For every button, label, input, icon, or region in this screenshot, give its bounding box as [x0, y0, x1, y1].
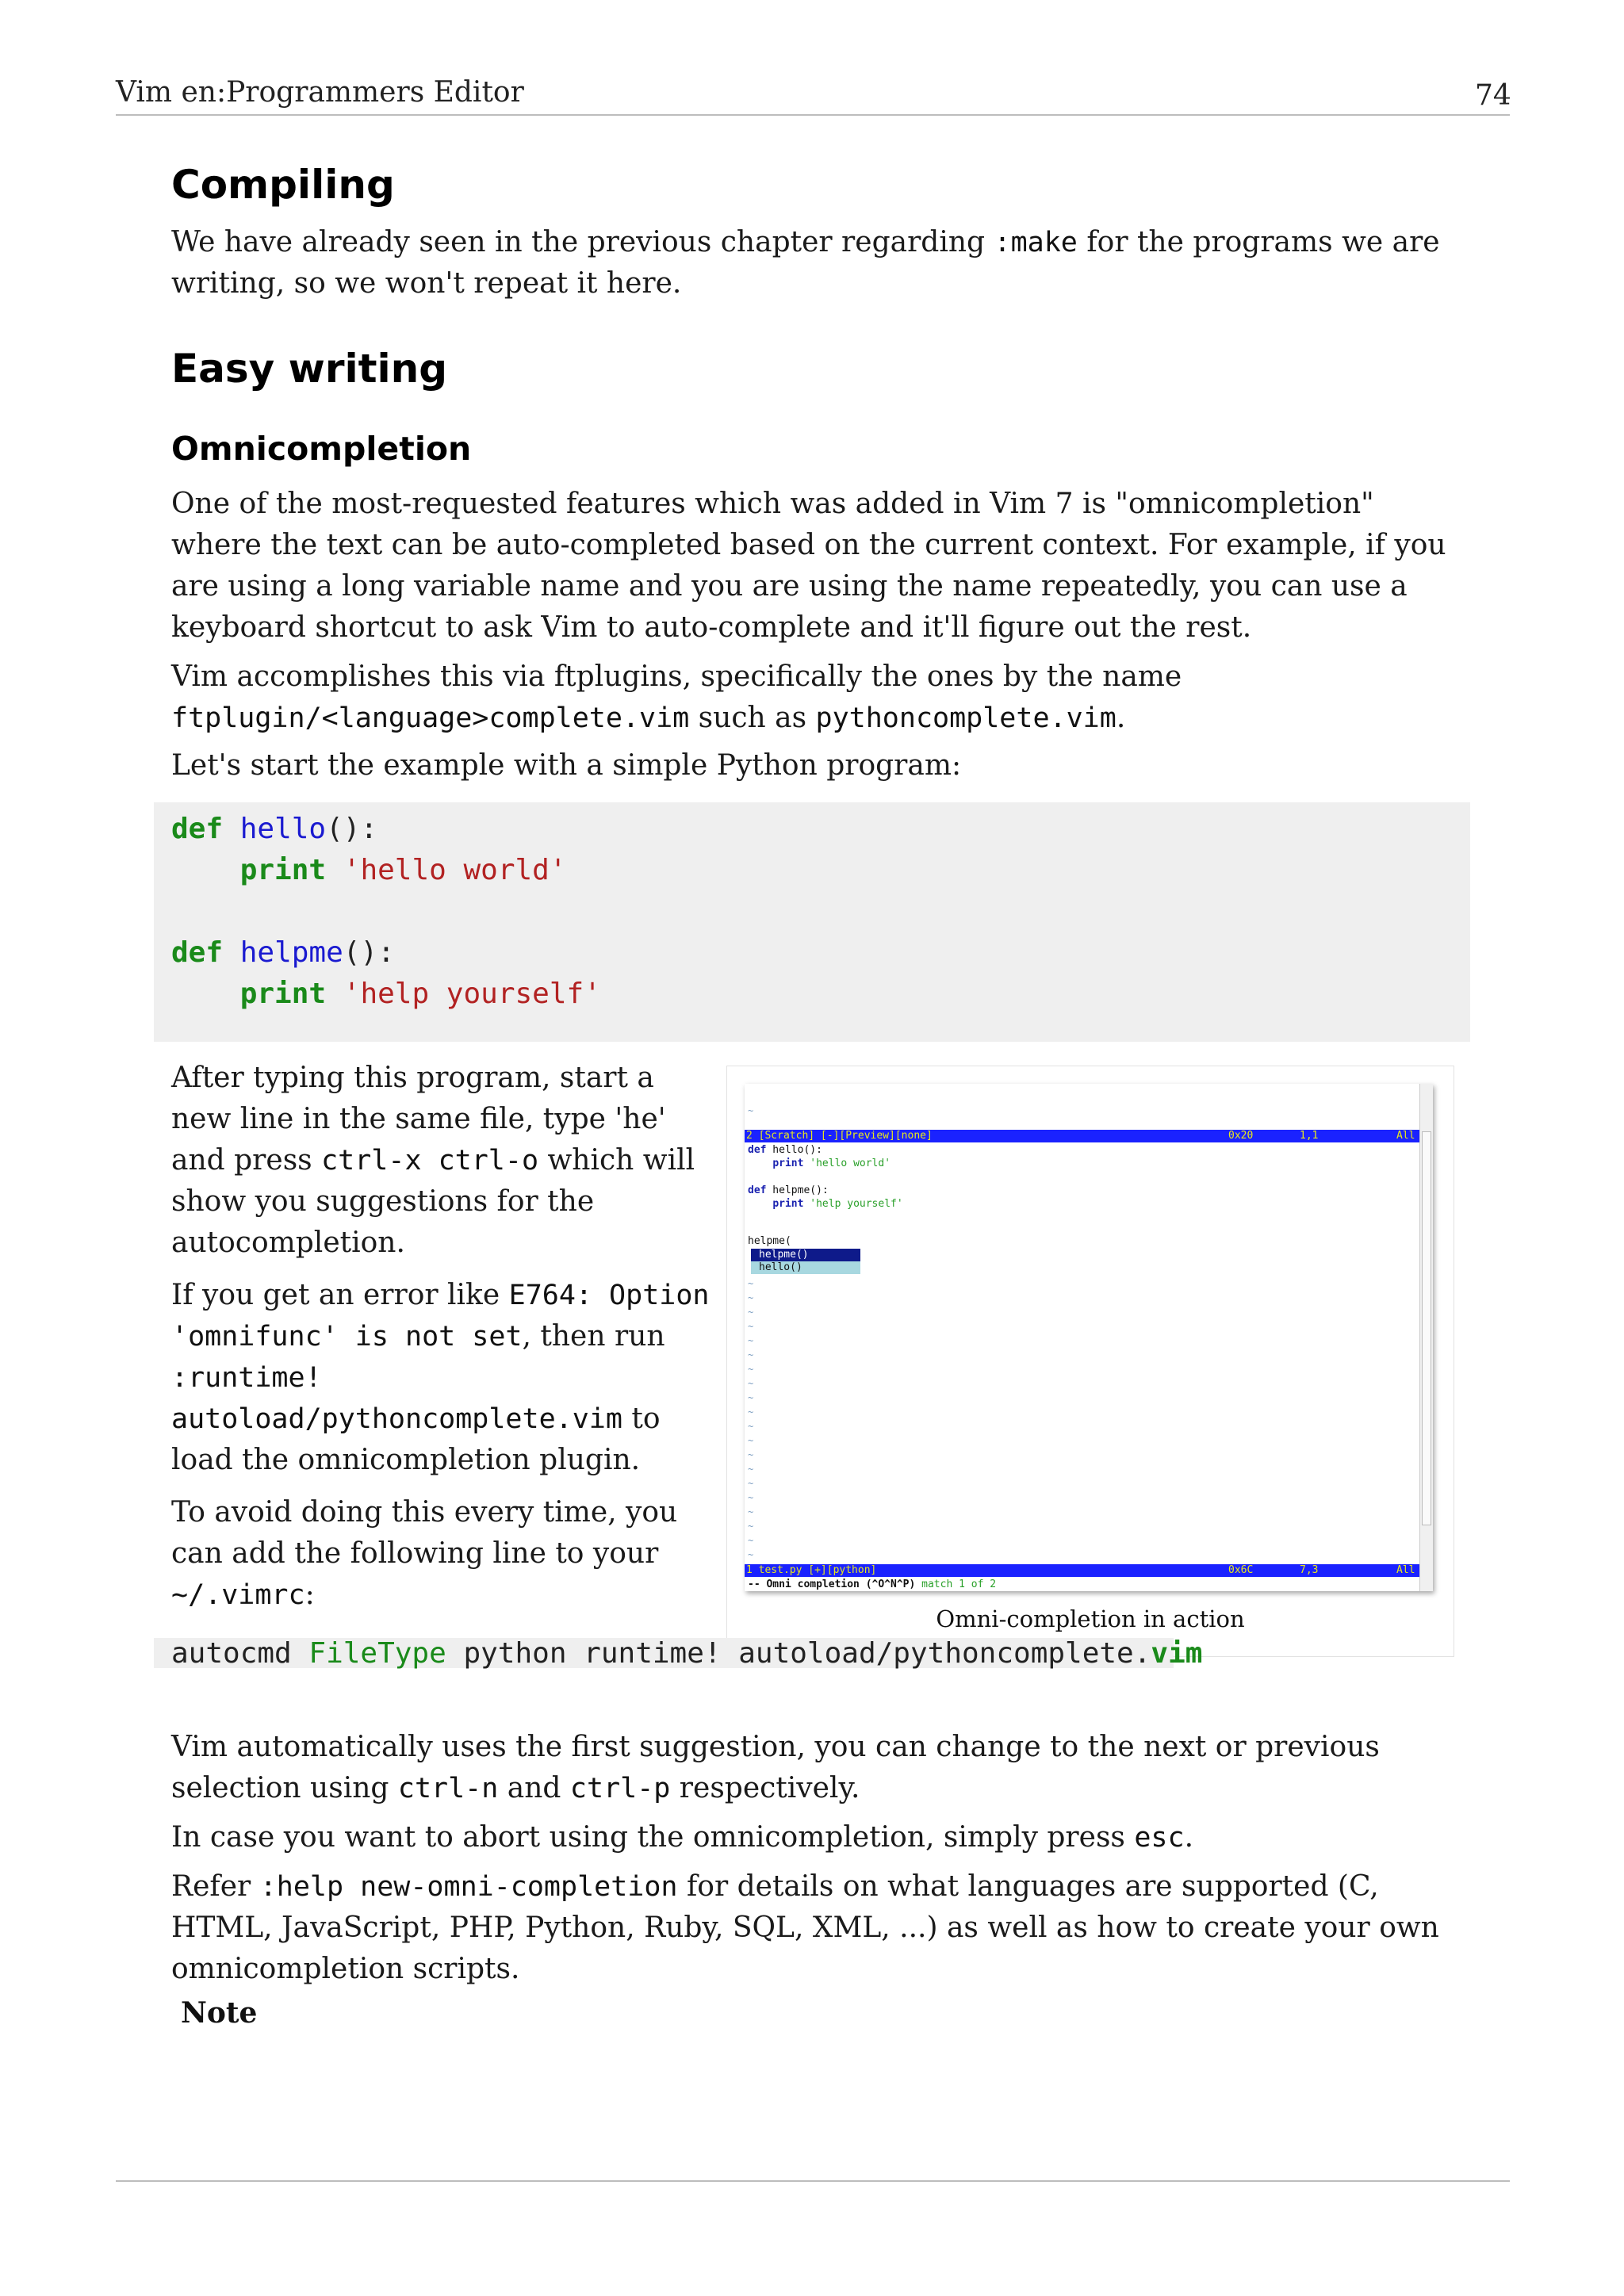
tilde-marker: ~ — [748, 1307, 754, 1318]
code-line: print 'hello world' — [239, 854, 567, 886]
tilde-marker: ~ — [748, 1521, 754, 1532]
paragraph-compiling: We have already seen in the previous chapter regarding :make for the programs we are writing, so we won't repeat it here. — [171, 226, 1440, 300]
vim-code-line: def hello(): — [748, 1144, 822, 1156]
vim-code-line: print 'help yourself' — [772, 1198, 903, 1210]
vim-status-bar-preview: 2 [Scratch] [-][Preview][none] 0x20 1,1 All — [745, 1130, 1420, 1142]
vim-code-line: print 'hello world' — [772, 1158, 891, 1169]
code-line: print 'help yourself' — [239, 978, 601, 1010]
page-number: 74 — [1475, 79, 1511, 112]
section-heading-easy-writing: Easy writing — [171, 346, 448, 392]
tilde-marker: ~ — [748, 1506, 754, 1517]
code-line: def hello(): — [171, 813, 378, 845]
paragraph-vimrc: To avoid doing this every time, you can add the following line to your ~/.vimrc: — [171, 1496, 678, 1611]
tilde-marker: ~ — [748, 1535, 754, 1546]
tilde-marker: ~ — [748, 1492, 754, 1503]
vim-code-line: def helpme(): — [748, 1184, 829, 1196]
vim-screenshot — [745, 1084, 1433, 1591]
paragraph-example-intro: Let's start the example with a simple Python program: — [171, 749, 962, 782]
paragraph-typing-instructions: After typing this program, start a new line in the same file, type 'he' and press ctrl-x ctrl-o which will show you suggestions for the autocompletion. — [171, 1062, 695, 1259]
tilde-marker: ~ — [748, 1335, 754, 1346]
vim-message-line: -- Omni completion (^O^N^P) match 1 of 2 — [748, 1578, 997, 1590]
inline-code-make: :make — [994, 227, 1078, 258]
subsection-heading-omnicompletion: Omnicompletion — [171, 430, 472, 468]
section-heading-compiling: Compiling — [171, 162, 395, 208]
vim-scrollbar[interactable] — [1419, 1084, 1433, 1591]
tilde-marker: ~ — [748, 1435, 754, 1446]
tilde-marker: ~ — [748, 1549, 754, 1560]
paragraph-omnifunc-error: If you get an error like E764: Option 'omnifunc' is not set, then run :runtime! autoload/pythoncomplete.vim to load the omnicompletion plugin. — [171, 1279, 710, 1476]
paragraph-abort: In case you want to abort using the omnicompletion, simply press esc. — [171, 1821, 1194, 1854]
completion-item-selected: helpme() — [751, 1249, 860, 1261]
figure-caption: Omni-completion in action — [936, 1605, 1245, 1632]
vimrc-code-line: autocmd FileType python runtime! autoload/pythoncomplete.vim — [154, 1638, 1174, 1668]
tilde-marker: ~ — [748, 1278, 754, 1289]
tilde-marker: ~ — [748, 1449, 754, 1460]
tilde-marker: ~ — [748, 1105, 754, 1116]
header-divider — [116, 114, 1510, 116]
note-label: Note — [181, 1996, 258, 2030]
tilde-marker: ~ — [748, 1378, 754, 1389]
tilde-marker: ~ — [748, 1349, 754, 1360]
tilde-marker: ~ — [748, 1406, 754, 1418]
paragraph-help-reference: Refer :help new-omni-completion for details on what languages are supported (C, HTML, JavaScript, PHP, Python, Ruby, SQL, XML, ...) as well as how to create your own omnicompletion scripts. — [171, 1870, 1439, 1985]
vim-status-bar-main: 1 test.py [+][python] 0x6C 7,3 All — [745, 1564, 1420, 1577]
paragraph-next-previous: Vim automatically uses the first suggestion, you can change to the next or previous selection using ctrl-n and ctrl-p respectively. — [171, 1731, 1380, 1804]
paragraph-ftplugins: Vim accomplishes this via ftplugins, specifically the ones by the name ftplugin/<language>complete.vim such as pythoncomplete.vim. — [171, 660, 1182, 734]
vim-typed-line: helpme( — [748, 1235, 791, 1247]
running-header: Vim en:Programmers Editor — [116, 76, 524, 109]
tilde-marker: ~ — [748, 1478, 754, 1489]
tilde-marker: ~ — [748, 1421, 754, 1432]
tilde-marker: ~ — [748, 1321, 754, 1332]
completion-item: hello() — [751, 1261, 860, 1274]
scrollbar-thumb[interactable] — [1422, 1131, 1431, 1525]
code-line: def helpme(): — [171, 936, 395, 969]
figure-omni-completion — [726, 1066, 1454, 1657]
tilde-marker: ~ — [748, 1364, 754, 1375]
paragraph-omnicompletion-intro: One of the most-requested features which was added in Vim 7 is "omnicompletion" where the text can be auto-completed based on the current context. For example, if you are using a long variable name and you are using the name repeatedly, you can use a keyboard shortcut to ask Vim to auto-complete and it'll figure out the rest. — [171, 488, 1446, 644]
tilde-marker: ~ — [748, 1292, 754, 1303]
python-code-block — [154, 802, 1470, 1042]
tilde-marker: ~ — [748, 1392, 754, 1403]
footer-divider — [116, 2180, 1510, 2182]
tilde-marker: ~ — [748, 1464, 754, 1475]
